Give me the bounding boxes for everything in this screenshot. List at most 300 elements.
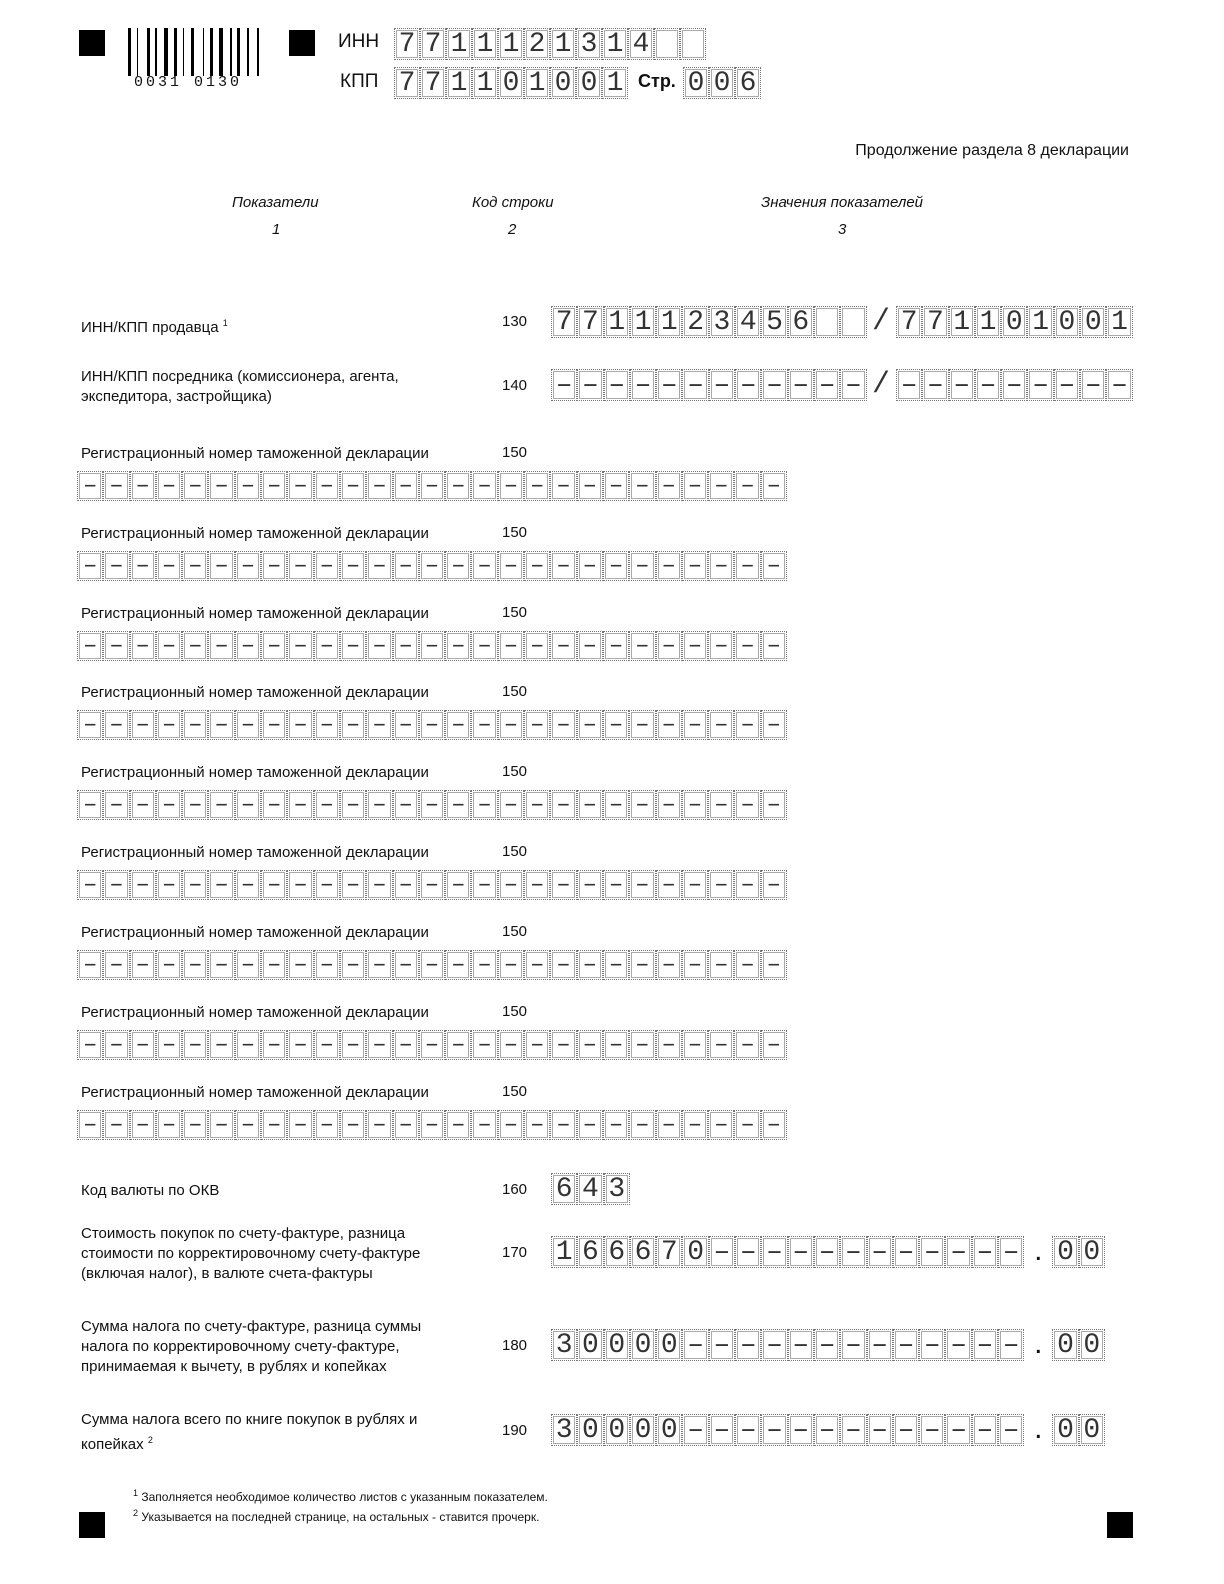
form-cell[interactable]: –	[156, 631, 182, 661]
row-170-fraction-cells[interactable]	[1052, 1236, 1105, 1268]
form-cell[interactable]: –	[709, 1236, 735, 1268]
form-cell[interactable]: –	[393, 710, 419, 740]
form-cell[interactable]: –	[235, 551, 261, 581]
form-cell[interactable]: –	[287, 631, 313, 661]
form-cell[interactable]: –	[208, 1030, 234, 1060]
form-cell[interactable]: –	[393, 551, 419, 581]
form-cell[interactable]: –	[419, 950, 445, 980]
form-cell[interactable]: –	[235, 710, 261, 740]
form-cell[interactable]: –	[761, 710, 787, 740]
form-cell[interactable]: 7	[394, 67, 420, 99]
form-cell[interactable]: 1	[1027, 306, 1053, 338]
form-cell[interactable]: –	[524, 631, 550, 661]
form-cell[interactable]: –	[103, 710, 129, 740]
form-cell[interactable]: 7	[420, 67, 446, 99]
form-cell[interactable]: –	[735, 1329, 761, 1361]
form-cell[interactable]: –	[682, 790, 708, 820]
form-cell[interactable]: 0	[1079, 1329, 1105, 1361]
form-cell[interactable]: –	[840, 1414, 866, 1446]
form-cell[interactable]: –	[208, 471, 234, 501]
form-cell[interactable]: –	[103, 950, 129, 980]
form-cell[interactable]: –	[735, 1236, 761, 1268]
form-cell[interactable]: –	[156, 790, 182, 820]
form-cell[interactable]: –	[156, 710, 182, 740]
form-cell[interactable]: –	[629, 551, 655, 581]
form-cell[interactable]: 3	[551, 1329, 577, 1361]
form-cell[interactable]: –	[840, 1329, 866, 1361]
form-cell[interactable]: 1	[446, 28, 472, 60]
form-cell[interactable]: –	[182, 710, 208, 740]
form-cell[interactable]: –	[366, 551, 392, 581]
form-cell[interactable]: –	[1054, 369, 1080, 401]
form-cell[interactable]: –	[709, 1329, 735, 1361]
form-cell[interactable]: –	[656, 369, 682, 401]
form-cell[interactable]: –	[603, 631, 629, 661]
form-cell[interactable]: –	[814, 1236, 840, 1268]
form-cell[interactable]: –	[156, 1030, 182, 1060]
form-cell[interactable]	[840, 306, 866, 338]
form-cell[interactable]: 3	[551, 1414, 577, 1446]
form-cell[interactable]: –	[77, 1110, 103, 1140]
form-cell[interactable]: –	[77, 710, 103, 740]
form-cell[interactable]: –	[761, 631, 787, 661]
form-cell[interactable]: 1	[949, 306, 975, 338]
form-cell[interactable]: –	[656, 1030, 682, 1060]
form-cell[interactable]: –	[419, 471, 445, 501]
form-cell[interactable]: 0	[577, 1414, 603, 1446]
form-cell[interactable]: –	[103, 551, 129, 581]
form-cell[interactable]: 0	[1054, 306, 1080, 338]
form-cell[interactable]: –	[524, 710, 550, 740]
form-cell[interactable]: –	[761, 950, 787, 980]
form-cell[interactable]: 0	[1052, 1414, 1078, 1446]
form-cell[interactable]: –	[524, 1110, 550, 1140]
form-cell[interactable]: –	[182, 471, 208, 501]
form-cell[interactable]: –	[130, 1110, 156, 1140]
form-cell[interactable]: –	[340, 790, 366, 820]
form-cell[interactable]: –	[945, 1414, 971, 1446]
form-cell[interactable]: –	[656, 710, 682, 740]
row-180-fraction-cells[interactable]	[1052, 1329, 1105, 1361]
row-180-amount[interactable]	[551, 1329, 1105, 1361]
form-cell[interactable]: –	[340, 1030, 366, 1060]
form-cell[interactable]: 0	[656, 1329, 682, 1361]
form-cell[interactable]: –	[77, 870, 103, 900]
form-cell[interactable]: –	[77, 1030, 103, 1060]
form-cell[interactable]: –	[314, 551, 340, 581]
form-cell[interactable]: –	[919, 1414, 945, 1446]
form-cell[interactable]: –	[734, 790, 760, 820]
form-cell[interactable]: –	[656, 950, 682, 980]
form-cell[interactable]: –	[734, 950, 760, 980]
form-cell[interactable]: –	[471, 950, 497, 980]
form-cell[interactable]: –	[656, 471, 682, 501]
form-cell[interactable]: –	[445, 950, 471, 980]
form-cell[interactable]: –	[682, 471, 708, 501]
form-cell[interactable]: –	[893, 1329, 919, 1361]
form-cell[interactable]: –	[182, 790, 208, 820]
form-cell[interactable]: –	[656, 870, 682, 900]
form-cell[interactable]: –	[182, 1030, 208, 1060]
form-cell[interactable]: –	[922, 369, 948, 401]
form-cell[interactable]: 1	[472, 67, 498, 99]
form-cell[interactable]: 0	[1080, 306, 1106, 338]
form-cell[interactable]: 1	[472, 28, 498, 60]
form-cell[interactable]: –	[77, 471, 103, 501]
form-cell[interactable]: –	[340, 1110, 366, 1140]
form-cell[interactable]: –	[629, 1110, 655, 1140]
form-cell[interactable]: –	[550, 950, 576, 980]
form-cell[interactable]: –	[577, 369, 603, 401]
form-cell[interactable]: –	[498, 950, 524, 980]
form-cell[interactable]: 1	[630, 306, 656, 338]
form-cell[interactable]: –	[287, 790, 313, 820]
form-cell[interactable]: –	[77, 950, 103, 980]
form-cell[interactable]: 1	[656, 306, 682, 338]
form-cell[interactable]: –	[182, 551, 208, 581]
form-cell[interactable]: –	[577, 1030, 603, 1060]
form-cell[interactable]: –	[471, 790, 497, 820]
form-cell[interactable]: –	[1080, 369, 1106, 401]
form-cell[interactable]: 6	[630, 1236, 656, 1268]
form-cell[interactable]: –	[708, 551, 734, 581]
form-cell[interactable]: –	[761, 1110, 787, 1140]
form-cell[interactable]: –	[130, 950, 156, 980]
form-cell[interactable]: 0	[709, 67, 735, 99]
form-cell[interactable]: –	[550, 551, 576, 581]
form-cell[interactable]: –	[419, 870, 445, 900]
form-cell[interactable]: –	[840, 369, 866, 401]
form-cell[interactable]: –	[366, 471, 392, 501]
row-140-agent-kpp-cells[interactable]	[896, 369, 1133, 401]
form-cell[interactable]: –	[814, 1329, 840, 1361]
form-cell[interactable]: –	[682, 631, 708, 661]
form-cell[interactable]: –	[366, 950, 392, 980]
form-cell[interactable]: –	[604, 369, 630, 401]
form-cell[interactable]: –	[708, 471, 734, 501]
form-cell[interactable]: –	[577, 471, 603, 501]
form-cell[interactable]: –	[975, 369, 1001, 401]
row-130-seller-inn-cells[interactable]	[551, 306, 867, 338]
form-cell[interactable]: 1	[1106, 306, 1132, 338]
form-cell[interactable]: –	[998, 1236, 1024, 1268]
form-cell[interactable]: –	[550, 1030, 576, 1060]
form-cell[interactable]: –	[498, 790, 524, 820]
form-cell[interactable]: –	[471, 551, 497, 581]
form-cell[interactable]: 7	[922, 306, 948, 338]
form-cell[interactable]: 4	[735, 306, 761, 338]
customs-declaration-cells[interactable]	[77, 790, 787, 820]
form-cell[interactable]: 7	[896, 306, 922, 338]
form-cell[interactable]: –	[629, 790, 655, 820]
form-cell[interactable]: –	[498, 1030, 524, 1060]
form-cell[interactable]: –	[130, 710, 156, 740]
form-cell[interactable]: –	[814, 369, 840, 401]
form-cell[interactable]: –	[393, 1030, 419, 1060]
form-cell[interactable]: –	[366, 631, 392, 661]
form-cell[interactable]: –	[577, 551, 603, 581]
form-cell[interactable]: –	[156, 1110, 182, 1140]
form-cell[interactable]: –	[208, 790, 234, 820]
form-cell[interactable]: –	[287, 1110, 313, 1140]
form-cell[interactable]: –	[419, 790, 445, 820]
form-cell[interactable]: –	[734, 870, 760, 900]
form-cell[interactable]: –	[524, 790, 550, 820]
form-cell[interactable]: –	[445, 631, 471, 661]
row-180-integer-cells[interactable]	[551, 1329, 1024, 1361]
form-cell[interactable]: –	[130, 471, 156, 501]
form-cell[interactable]: 7	[394, 28, 420, 60]
form-cell[interactable]: 1	[602, 28, 628, 60]
form-cell[interactable]: –	[366, 1110, 392, 1140]
form-cell[interactable]: –	[366, 710, 392, 740]
form-cell[interactable]: –	[498, 870, 524, 900]
form-cell[interactable]: –	[998, 1329, 1024, 1361]
form-cell[interactable]: –	[734, 631, 760, 661]
form-cell[interactable]: –	[761, 1329, 787, 1361]
form-cell[interactable]: –	[603, 1110, 629, 1140]
form-cell[interactable]: –	[130, 1030, 156, 1060]
form-cell[interactable]: –	[893, 1236, 919, 1268]
form-cell[interactable]: 1	[446, 67, 472, 99]
form-cell[interactable]: 0	[1001, 306, 1027, 338]
form-cell[interactable]: –	[788, 369, 814, 401]
form-cell[interactable]: 0	[577, 1329, 603, 1361]
form-cell[interactable]: –	[577, 1110, 603, 1140]
form-cell[interactable]: –	[419, 1030, 445, 1060]
form-cell[interactable]: –	[603, 1030, 629, 1060]
form-cell[interactable]: –	[867, 1236, 893, 1268]
row-170-amount[interactable]	[551, 1236, 1105, 1268]
form-cell[interactable]: –	[445, 1110, 471, 1140]
form-cell[interactable]: –	[896, 369, 922, 401]
form-cell[interactable]: –	[130, 790, 156, 820]
form-cell[interactable]: –	[498, 471, 524, 501]
form-cell[interactable]: –	[630, 369, 656, 401]
form-cell[interactable]: 0	[498, 67, 524, 99]
form-cell[interactable]	[814, 306, 840, 338]
form-cell[interactable]: –	[577, 710, 603, 740]
form-cell[interactable]	[680, 28, 706, 60]
form-cell[interactable]: –	[471, 1030, 497, 1060]
form-cell[interactable]: 3	[576, 28, 602, 60]
form-cell[interactable]: 0	[604, 1329, 630, 1361]
form-cell[interactable]: –	[682, 870, 708, 900]
form-cell[interactable]: –	[840, 1236, 866, 1268]
form-cell[interactable]: 1	[551, 1236, 577, 1268]
form-cell[interactable]: –	[682, 950, 708, 980]
form-cell[interactable]: –	[314, 790, 340, 820]
form-cell[interactable]: –	[261, 1110, 287, 1140]
form-cell[interactable]: –	[524, 551, 550, 581]
row-190-fraction-cells[interactable]	[1052, 1414, 1105, 1446]
form-cell[interactable]: –	[419, 631, 445, 661]
form-cell[interactable]: –	[366, 1030, 392, 1060]
form-cell[interactable]: –	[734, 471, 760, 501]
form-cell[interactable]: 1	[550, 28, 576, 60]
form-cell[interactable]: –	[340, 471, 366, 501]
form-cell[interactable]: –	[103, 1110, 129, 1140]
form-cell[interactable]: –	[77, 551, 103, 581]
form-cell[interactable]: –	[182, 950, 208, 980]
form-cell[interactable]: 0	[1079, 1414, 1105, 1446]
form-cell[interactable]: –	[761, 471, 787, 501]
form-cell[interactable]: –	[419, 1110, 445, 1140]
form-cell[interactable]: –	[867, 1329, 893, 1361]
form-cell[interactable]: –	[103, 631, 129, 661]
form-cell[interactable]: –	[550, 1110, 576, 1140]
form-cell[interactable]: –	[577, 790, 603, 820]
form-cell[interactable]: –	[419, 551, 445, 581]
form-cell[interactable]: –	[261, 631, 287, 661]
form-cell[interactable]: –	[498, 631, 524, 661]
customs-declaration-cells[interactable]	[77, 950, 787, 980]
form-cell[interactable]: –	[603, 471, 629, 501]
form-cell[interactable]: 0	[682, 1236, 708, 1268]
form-cell[interactable]: –	[208, 710, 234, 740]
form-cell[interactable]: –	[261, 1030, 287, 1060]
form-cell[interactable]: –	[77, 631, 103, 661]
form-cell[interactable]: –	[734, 551, 760, 581]
form-cell[interactable]: –	[393, 790, 419, 820]
form-cell[interactable]: –	[340, 950, 366, 980]
form-cell[interactable]: 7	[577, 306, 603, 338]
form-cell[interactable]: –	[130, 870, 156, 900]
form-cell[interactable]: –	[208, 1110, 234, 1140]
form-cell[interactable]: –	[235, 1030, 261, 1060]
form-cell[interactable]: –	[393, 1110, 419, 1140]
form-cell[interactable]: 1	[975, 306, 1001, 338]
form-cell[interactable]: –	[682, 369, 708, 401]
form-cell[interactable]: –	[629, 950, 655, 980]
row-130-seller-kpp-cells[interactable]	[896, 306, 1133, 338]
row-190-integer-cells[interactable]	[551, 1414, 1024, 1446]
form-cell[interactable]: –	[366, 870, 392, 900]
form-cell[interactable]: –	[130, 551, 156, 581]
form-cell[interactable]: 6	[551, 1173, 577, 1205]
form-cell[interactable]: –	[156, 870, 182, 900]
form-cell[interactable]: –	[314, 870, 340, 900]
form-cell[interactable]: –	[550, 870, 576, 900]
form-cell[interactable]: –	[498, 551, 524, 581]
form-cell[interactable]: –	[682, 1110, 708, 1140]
form-cell[interactable]: –	[656, 790, 682, 820]
form-cell[interactable]: –	[393, 471, 419, 501]
form-cell[interactable]: –	[734, 1030, 760, 1060]
form-cell[interactable]: –	[603, 710, 629, 740]
form-cell[interactable]: 3	[604, 1173, 630, 1205]
form-cell[interactable]: –	[603, 551, 629, 581]
form-cell[interactable]: –	[682, 551, 708, 581]
form-cell[interactable]: –	[945, 1329, 971, 1361]
form-cell[interactable]: –	[340, 710, 366, 740]
form-cell[interactable]: –	[393, 631, 419, 661]
form-cell[interactable]: –	[945, 1236, 971, 1268]
row-140-agent-inn-cells[interactable]	[551, 369, 867, 401]
form-cell[interactable]: –	[208, 631, 234, 661]
form-cell[interactable]: 0	[1079, 1236, 1105, 1268]
form-cell[interactable]: 6	[788, 306, 814, 338]
form-cell[interactable]: –	[656, 551, 682, 581]
form-cell[interactable]: 1	[498, 28, 524, 60]
form-cell[interactable]: –	[77, 790, 103, 820]
form-cell[interactable]: 2	[682, 306, 708, 338]
form-cell[interactable]: –	[708, 1030, 734, 1060]
form-cell[interactable]: –	[445, 471, 471, 501]
form-cell[interactable]: –	[603, 870, 629, 900]
form-cell[interactable]: –	[156, 551, 182, 581]
form-cell[interactable]: –	[629, 631, 655, 661]
form-cell[interactable]: –	[1106, 369, 1132, 401]
form-cell[interactable]: 7	[420, 28, 446, 60]
form-cell[interactable]: –	[471, 710, 497, 740]
form-cell[interactable]: 6	[577, 1236, 603, 1268]
form-cell[interactable]: –	[708, 950, 734, 980]
form-cell[interactable]: 0	[630, 1329, 656, 1361]
form-cell[interactable]: 4	[628, 28, 654, 60]
form-cell[interactable]: –	[471, 1110, 497, 1140]
form-cell[interactable]: –	[761, 790, 787, 820]
form-cell[interactable]: –	[524, 950, 550, 980]
form-cell[interactable]: –	[103, 1030, 129, 1060]
form-cell[interactable]: –	[445, 870, 471, 900]
form-cell[interactable]: –	[340, 551, 366, 581]
form-cell[interactable]: –	[235, 790, 261, 820]
form-cell[interactable]: 0	[630, 1414, 656, 1446]
form-cell[interactable]: –	[893, 1414, 919, 1446]
form-cell[interactable]: –	[682, 710, 708, 740]
form-cell[interactable]: –	[629, 710, 655, 740]
form-cell[interactable]: –	[735, 1414, 761, 1446]
form-cell[interactable]: –	[603, 950, 629, 980]
form-cell[interactable]: –	[340, 870, 366, 900]
form-cell[interactable]: –	[603, 790, 629, 820]
form-cell[interactable]: 3	[709, 306, 735, 338]
form-cell[interactable]: 0	[656, 1414, 682, 1446]
form-cell[interactable]: –	[551, 369, 577, 401]
form-cell[interactable]: –	[261, 950, 287, 980]
form-cell[interactable]: –	[445, 1030, 471, 1060]
form-cell[interactable]: –	[761, 1030, 787, 1060]
form-cell[interactable]: –	[287, 950, 313, 980]
form-cell[interactable]: –	[709, 369, 735, 401]
form-cell[interactable]: –	[814, 1414, 840, 1446]
form-cell[interactable]: 0	[683, 67, 709, 99]
form-cell[interactable]: 1	[602, 67, 628, 99]
form-cell[interactable]: –	[287, 471, 313, 501]
form-cell[interactable]: –	[182, 1110, 208, 1140]
form-cell[interactable]: –	[340, 631, 366, 661]
form-cell[interactable]: –	[314, 1110, 340, 1140]
form-cell[interactable]: –	[788, 1236, 814, 1268]
form-cell[interactable]: –	[708, 870, 734, 900]
form-cell[interactable]: –	[629, 870, 655, 900]
form-cell[interactable]: 5	[761, 306, 787, 338]
form-cell[interactable]: –	[550, 631, 576, 661]
customs-declaration-cells[interactable]	[77, 870, 787, 900]
form-cell[interactable]: –	[314, 631, 340, 661]
form-cell[interactable]: 4	[577, 1173, 603, 1205]
form-cell[interactable]: –	[577, 870, 603, 900]
customs-declaration-cells[interactable]	[77, 471, 787, 501]
form-cell[interactable]: –	[471, 631, 497, 661]
form-cell[interactable]: –	[682, 1414, 708, 1446]
form-cell[interactable]: 6	[735, 67, 761, 99]
form-cell[interactable]: –	[708, 1110, 734, 1140]
form-cell[interactable]: –	[314, 1030, 340, 1060]
form-cell[interactable]: 6	[604, 1236, 630, 1268]
form-cell[interactable]: –	[709, 1414, 735, 1446]
